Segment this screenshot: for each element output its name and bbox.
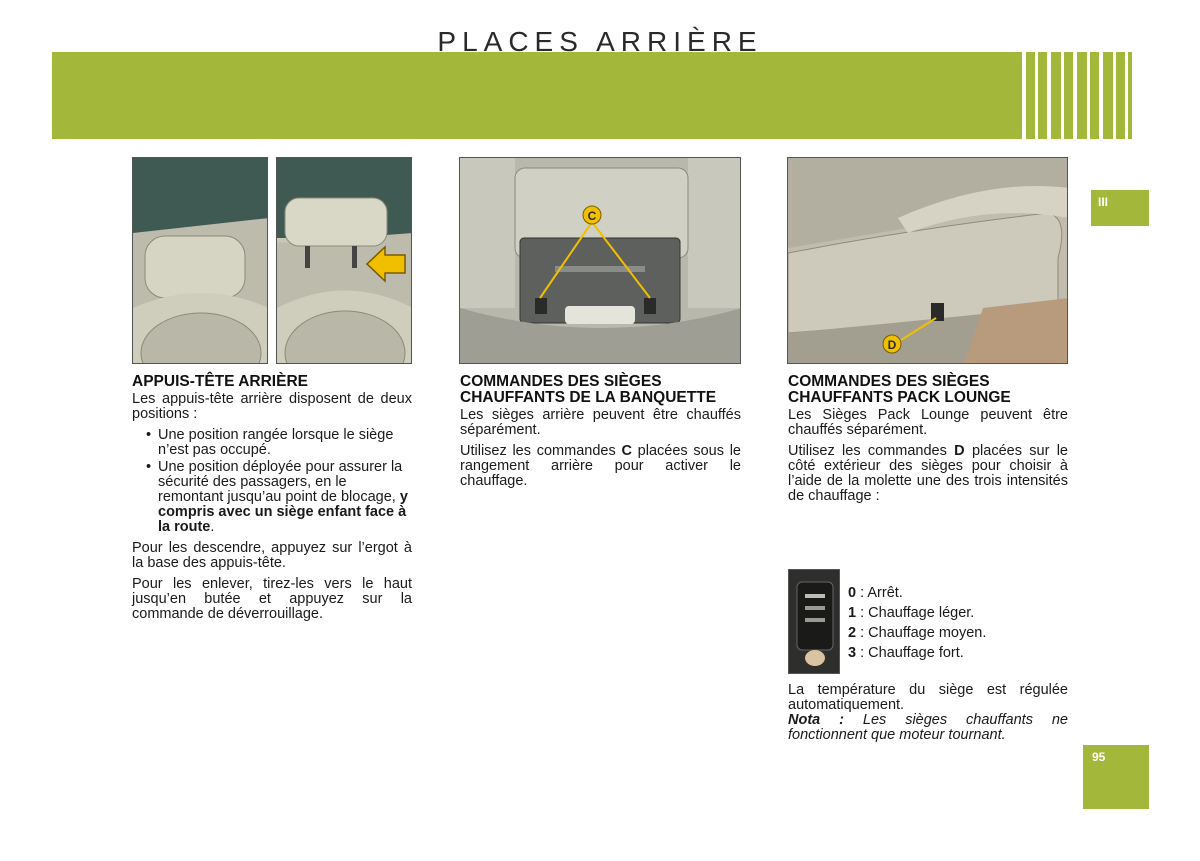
banner-stripe [1125,52,1128,139]
page-number-box [1083,745,1149,809]
paragraph: Les sièges arrière peuvent être chauffés séparément. [460,407,741,438]
paragraph: Les Sièges Pack Lounge peuvent être chauffés séparément. [788,407,1068,438]
photo-headrest-deployed [276,157,412,364]
section-banquette [460,374,741,495]
banner-stripe [1087,52,1090,139]
heat-level-3: 3 : Chauffage fort. [848,645,964,661]
paragraph: Pour les descendre, appuyez sur l’ergot à la base des appuis-tête. [132,540,412,571]
paragraph: Utilisez les commandes D placées sur le côté extérieur des sièges pour choisir à l’aide de la molette une des trois intensités de chauffage : [788,443,1068,504]
banner-stripe [1073,52,1077,139]
callout-c: C [587,209,597,223]
list-item: • Une position rangée lorsque le siège n’est pas occupé. [132,428,412,458]
paragraph: Les appuis-tête arrière disposent de deux positions : [132,391,412,422]
section-pack-lounge [788,374,1068,510]
banner-stripe [1113,52,1116,139]
banner-stripe [1099,52,1103,139]
photo-heat-dial [788,569,840,674]
section-title: COMMANDES DES SIÈGES CHAUFFANTS PACK LOUNGE [788,373,1011,406]
banner-stripe [1022,52,1026,139]
photo-headrest-stowed [132,157,268,364]
header-banner [52,52,1132,139]
heat-level-0: 0 : Arrêt. [848,585,903,601]
page-number: 95 [1092,750,1106,764]
callout-d: D [887,338,897,352]
list-item: • Une position déployée pour assurer la sécurité des passagers, en le remontant jusqu’au point de blocage, y compris avec un siège enfant face à la route. [132,460,412,535]
chapter-tab-label: III [1098,195,1109,209]
paragraph: La température du siège est régulée automatiquement. [788,682,1068,713]
note: Nota : Les sièges chauffants ne fonctionnent que moteur tournant. [788,712,1068,743]
photo-lounge-seat-controls [787,157,1068,364]
heat-level-1: 1 : Chauffage léger. [848,605,975,621]
page-title: PLACES ARRIÈRE [437,26,763,57]
chapter-tab [1091,190,1149,226]
heat-level-2: 2 : Chauffage moyen. [848,625,987,641]
position-list [132,428,412,535]
section-title: APPUIS-TÊTE ARRIÈRE [132,373,308,390]
banner-stripe [1035,52,1038,139]
banner-stripe [1047,52,1051,139]
section-pack-lounge-note [788,683,1068,749]
paragraph: Pour les enlever, tirez-les vers le haut jusqu’en butée et appuyez sur la commande de déverrouillage. [132,576,412,622]
section-title: COMMANDES DES SIÈGES CHAUFFANTS DE LA BANQUETTE [460,373,717,406]
photo-banquette-controls [459,157,741,364]
heat-levels [848,583,986,663]
paragraph: Utilisez les commandes C placées sous le rangement arrière pour activer le chauffage. [460,443,742,489]
banner-stripe [1061,52,1064,139]
section-appuis-tete [132,374,412,628]
